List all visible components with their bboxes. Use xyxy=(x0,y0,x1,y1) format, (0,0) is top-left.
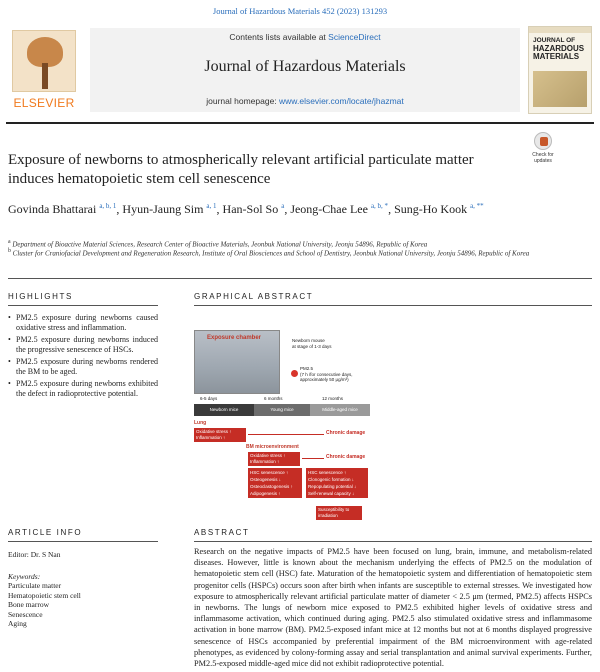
highlights-heading: HIGHLIGHTS xyxy=(8,292,73,301)
pm-particle-icon xyxy=(291,370,298,377)
publisher-name: ELSEVIER xyxy=(13,96,75,110)
keywords-heading: Keywords: xyxy=(8,572,41,581)
journal-title: Journal of Hazardous Materials xyxy=(204,58,406,75)
timeline-stage: Young mice xyxy=(254,404,310,416)
divider xyxy=(8,541,158,542)
article-info-heading: ARTICLE INFO xyxy=(8,528,83,537)
exposure-chamber-photo: Exposure chamber xyxy=(194,330,280,394)
author-name[interactable]: Han-Sol So xyxy=(222,202,279,216)
keywords-list xyxy=(8,581,81,629)
keyword[interactable]: Hematopoietic stem cell xyxy=(8,590,81,600)
abstract-text: Research on the negative impacts of PM2.5 have been focused on lung, brain, immune, and metabolism-related diseases. However, little is known about the mechanism underlying the effects of PM2.5 on the modulation of hematopoietic stem cell (HSC) fate. Maturation of the hematopoietic system and differentiation of hematopoietic stem progenitor cells (HSPCs) occurs soon after birth when infants are susceptible to external stresses. We investigated how exposure to atmospherically relevant artificial particulate matter of diameter < 2.5 μm (termed, PM2.5) affects HSPCs in newborns. The lungs of newborn mice exposed to PM2.5 exhibited higher levels of oxidative stress and inflammasome activation, which continued during aging. PM2.5 also stimulated oxidative stress and inflammasome activation in bone marrow (BM). PM2.5-exposed infant mice at 12 months but not at 6 months displayed progressive senescence of HSCs accompanied by preferential impairment of the BM microenvironment with age-related phenotypes, as evidenced by colony-forming assay and serial transplantation and animal survival experiments. Further, PM2.5-exposed middle-aged mice did not exhibit radioprotective potential. xyxy=(194,547,592,669)
journal-cover[interactable] xyxy=(528,26,592,114)
author-name[interactable]: Jeong-Chae Lee xyxy=(290,202,368,216)
graphical-abstract-figure[interactable]: Exposure chamber Newborn mouse at stage of 1-3 days PM2.5 (7 h /for consecutive days, approximately 50 μg/m³) 6-5 days 6 months 12 months Newborn mice Young mice Middle-aged mice Lung Oxidative stress ↑ Inflammation ↑ Chronic damage BM microenvironment Oxidative stress ↑ Inflammation ↑ Chronic damage HSC senescence ↑ Osteogenesis ↓ Osteoclastogenesis ↑ Adipogenesis ↑ HSC senescence ↑ Clonogenic formation ↓ Repopulating potential ↓ Self-renewal capacity ↓ Susceptibility to irradiation xyxy=(194,330,370,550)
cover-title: JOURNAL OF HAZARDOUS MATERIALS xyxy=(533,37,585,61)
editor-line: Editor: Dr. S Nan xyxy=(8,550,61,559)
abstract-heading: ABSTRACT xyxy=(194,528,250,537)
list-item: • PM2.5 exposure during newborns caused oxidative stress and inflammation. xyxy=(8,313,158,332)
list-item: • PM2.5 exposure during newborns rendered the BM to be aged. xyxy=(8,357,158,376)
keyword[interactable]: Senescence xyxy=(8,609,43,619)
divider xyxy=(8,278,592,279)
author-name[interactable]: Hyun-Jaung Sim xyxy=(122,202,204,216)
pm-label: PM2.5 (7 h /for consecutive days, approximately 50 μg/m³) xyxy=(300,366,353,382)
timeline-stage: Middle-aged mice xyxy=(310,404,370,416)
journal-reference[interactable]: Journal of Hazardous Materials 452 (2023) 131293 xyxy=(212,6,388,16)
divider xyxy=(194,541,592,542)
check-for-updates-button[interactable]: Check for updates xyxy=(526,132,560,170)
keyword[interactable]: Aging xyxy=(8,619,27,628)
divider xyxy=(8,305,158,306)
check-updates-icon xyxy=(534,132,552,150)
article-title: Exposure of newborns to atmospherically relevant artificial particulate matter induces hematopoietic stem cell senescence xyxy=(8,152,474,187)
header-divider xyxy=(6,122,594,124)
author-name[interactable]: Govinda Bhattarai xyxy=(8,202,97,216)
affiliation-a: $^a$ Department of Bioactive Material Sciences, Research Center of Bioactive Materials, Jeonbuk National University, Jeonju 54896, Republic of Korea xyxy=(8,239,428,249)
highlights-list xyxy=(8,313,158,401)
timeline-stage: Newborn mice xyxy=(194,404,254,416)
homepage-line: journal homepage: www.elsevier.com/locate/jhazmat xyxy=(206,96,404,106)
journal-homepage-link[interactable]: www.elsevier.com/locate/jhazmat xyxy=(279,96,404,106)
keyword[interactable]: Particulate matter xyxy=(8,581,62,590)
tree-logo-icon xyxy=(12,30,76,92)
masthead xyxy=(6,26,594,116)
journal-banner xyxy=(90,28,520,112)
author-name[interactable]: Sung-Ho Kook xyxy=(394,202,468,216)
mouse-label: Newborn mouse at stage of 1-3 days xyxy=(292,338,332,349)
author-list: Govinda Bhattarai $^{a, b, 1}$, Hyun-Jaung Sim $^{a, 1}$, Han-Sol So $^a$, Jeong-Chae Lee $^{a, b, *}$, Sung-Ho Kook $^{a, **}$ xyxy=(8,202,484,216)
divider xyxy=(194,305,592,306)
list-item: • PM2.5 exposure during newborns exhibited the defect in radioprotective potential. xyxy=(8,379,158,398)
elsevier-logo[interactable] xyxy=(6,30,82,112)
sciencedirect-link[interactable]: ScienceDirect xyxy=(328,32,381,42)
graphical-abstract-heading: GRAPHICAL ABSTRACT xyxy=(194,292,314,301)
contents-line: Contents lists available at ScienceDirect xyxy=(229,32,381,42)
keyword[interactable]: Bone marrow xyxy=(8,600,50,609)
list-item: • PM2.5 exposure during newborns induced the progressive senescence of HSCs. xyxy=(8,335,158,354)
affiliation-b: $^b$ Cluster for Craniofacial Development and Regeneration Research, Institute of Oral Biosciences and School of Dentistry, Jeonbuk National University, Jeonju 54896, Republic of Korea xyxy=(8,248,530,258)
